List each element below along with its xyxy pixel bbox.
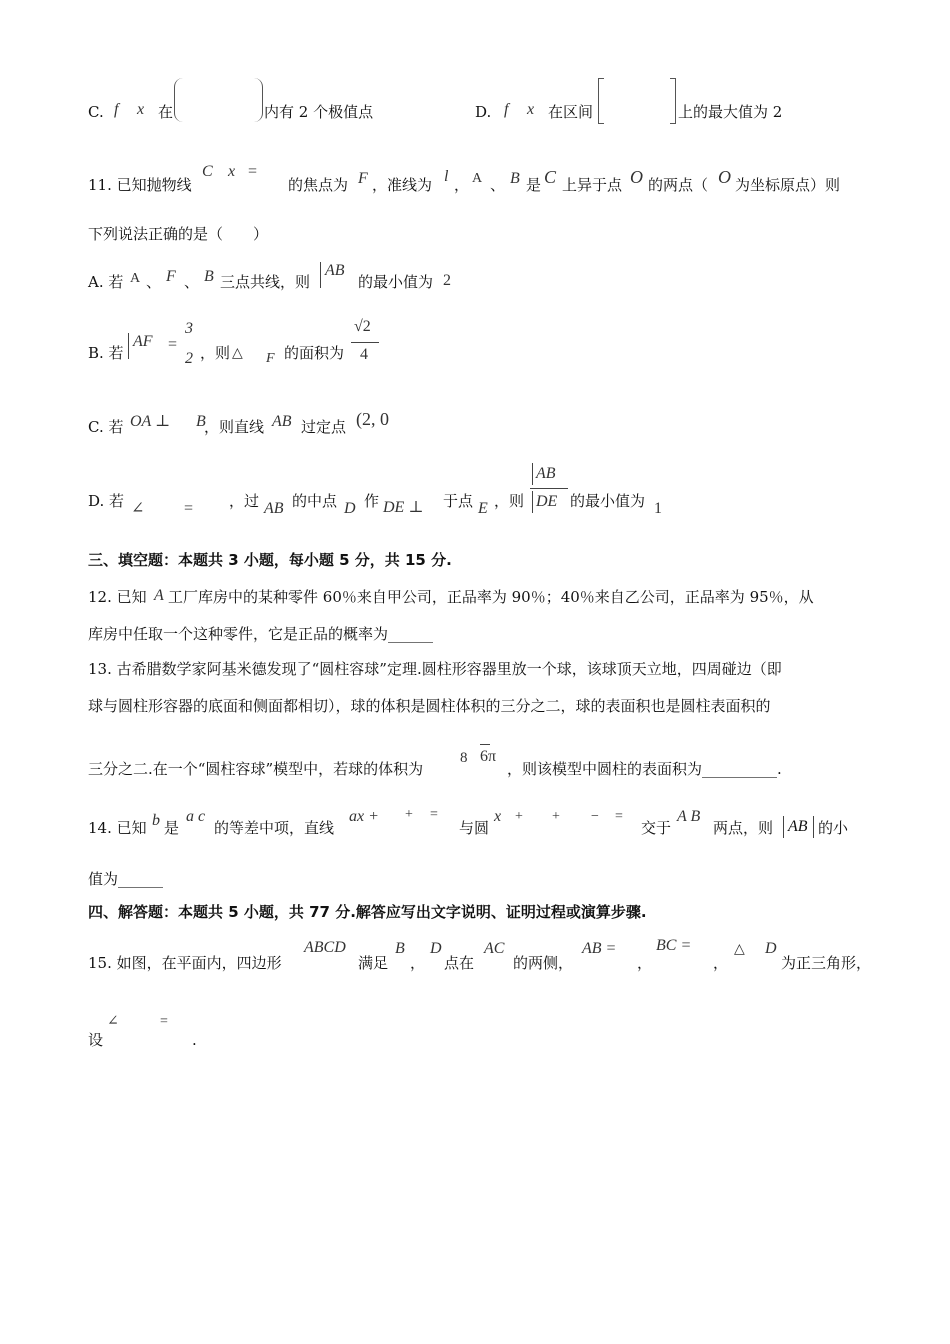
q11-a-B: B [204, 268, 214, 285]
q15-t7: ， [713, 954, 729, 972]
q14-circ5: = [615, 809, 623, 824]
q14-AB: A B [677, 808, 701, 825]
q14-absAB: AB [788, 818, 808, 835]
q11-stem-O2: O [718, 167, 731, 187]
q11-a-val: 2 [443, 272, 451, 289]
q11-stem-F: F [358, 170, 368, 187]
q11-a-AB: AB [325, 262, 345, 279]
q11-c-pt: (2, 0 [356, 409, 389, 429]
q14-t1: 14. 已知 [88, 819, 147, 837]
q15-AC: AC [484, 940, 505, 957]
q10-d-text1: 在区间 [548, 103, 594, 121]
q15-t2: 满足 [358, 954, 389, 972]
q11-c-t1: C. 若 [88, 418, 124, 436]
q14-t5: 交于 [641, 819, 672, 837]
q15-BCeq: BC = [656, 937, 692, 954]
q11-d-val: 1 [654, 500, 662, 517]
q14-line-eq1: ax + [349, 808, 379, 825]
q11-a-t3: 、 [184, 273, 200, 291]
q12-line1-A: A [154, 587, 164, 604]
q11-stem-B: B [510, 170, 520, 187]
q11-b-t2: ，则 [200, 344, 231, 362]
q14-circ3: + [552, 809, 560, 824]
q14-abs-right [813, 816, 814, 838]
q11-d-t6: ，则 [494, 492, 525, 510]
q15-line2-t1: 设 [88, 1031, 104, 1049]
q11-stem-eq: = [248, 163, 258, 180]
q14-circ4: − [591, 809, 599, 824]
q11-stem-A: A [472, 171, 483, 186]
q10-c-paren-right [254, 78, 263, 122]
q13-line3-val: 8 [460, 750, 468, 766]
q11-b-den: 2 [185, 350, 193, 367]
q10-d-text2: 上的最大值为 2 [678, 103, 783, 121]
q11-b-F: F [266, 351, 275, 366]
q15-line2-end: . [192, 1031, 197, 1049]
q11-d-den-abs [532, 491, 533, 513]
q11-b-eq: = [168, 336, 178, 353]
q14-t2: 是 [164, 819, 180, 837]
q11-d-DE: DE ⊥ [383, 499, 424, 516]
q11-d-num-abs [532, 463, 533, 485]
q11-stem-x: x [228, 163, 236, 180]
q10-c-label: C. [88, 103, 104, 121]
q11-c-t3: 过定点 [301, 418, 347, 436]
q15-t5: 的两侧， [513, 954, 574, 972]
q11-a-A: A [130, 271, 141, 286]
q11-stem-line2: 下列说法正确的是（ ） [88, 225, 269, 243]
q11-b-t1: B. 若 [88, 344, 124, 362]
q11-b-tri: △ [232, 346, 243, 361]
q11-d-t7: 的最小值为 [570, 492, 646, 510]
q14-line-eq2: + [405, 807, 413, 822]
q14-abs-left [783, 816, 784, 838]
q11-stem-t7: 的两点（ [648, 176, 709, 194]
q11-b-AF: AF [133, 333, 153, 350]
q10-c-text1: 在 [158, 103, 174, 121]
q12-line1-t2: 工厂库房中的某种零件 60％来自甲公司，正品率为 90％；40％来自乙公司，正品率为 95％，从 [168, 588, 814, 606]
q10-d-x: x [527, 101, 535, 118]
q11-stem-num: 11. 已知抛物线 [88, 176, 192, 194]
q15-line2-eq: = [160, 1014, 168, 1029]
q11-stem-C: C [202, 163, 213, 180]
q10-c-f: f [114, 101, 119, 118]
q11-d-angle: ∠ [131, 500, 145, 517]
q11-d-D: D [344, 500, 356, 517]
q11-d-eq: = [184, 500, 194, 517]
q10-d-bracket-right [670, 78, 676, 124]
q10-c-text2: 内有 2 个极值点 [264, 103, 374, 121]
q11-c-AB: AB [272, 413, 292, 430]
q11-stem-O: O [630, 167, 643, 187]
q14-b: b [152, 812, 160, 829]
q11-b-num: 3 [185, 320, 193, 337]
q11-d-AB: AB [264, 500, 284, 517]
q14-t3: 的等差中项，直线 [214, 819, 335, 837]
q15-D2: D [765, 940, 777, 957]
q12-line1-t1: 12. 已知 [88, 588, 147, 606]
q14-line-eq3: = [430, 807, 438, 822]
q11-a-t2: 、 [146, 273, 162, 291]
q11-stem-t3: ， [454, 176, 470, 194]
q13-line1: 13. 古希腊数学家阿基米德发现了“圆柱容球”定理.圆柱形容器里放一个球，该球顶天立地，四周碰边（即 [88, 660, 782, 678]
q15-D: D [430, 940, 442, 957]
q14-circ2: + [515, 809, 523, 824]
q13-line3-t1: 三分之二.在一个“圆柱容球”模型中，若球的体积为 [88, 760, 424, 778]
q15-ABCD: ABCD [304, 939, 346, 956]
q11-d-t4: 作 [364, 492, 380, 510]
q11-d-den: DE [536, 493, 558, 510]
q11-a-abs-left [320, 262, 321, 288]
q11-d-t1: D. 若 [88, 492, 125, 510]
q13-line3-t2: ，则该模型中圆柱的表面积为__________. [507, 760, 782, 778]
q11-b-abs-left [128, 333, 129, 359]
q10-c-paren-left [174, 78, 183, 122]
q11-stem-l: l [444, 168, 449, 185]
q11-stem-t2: ，准线为 [372, 176, 433, 194]
q11-stem-t8: 为坐标原点）则 [735, 176, 841, 194]
q11-b-frac-den: 4 [360, 346, 368, 363]
q11-b-frac-num: √2 [354, 318, 371, 335]
q11-a-t5: 的最小值为 [358, 273, 434, 291]
q11-d-t3: 的中点 [292, 492, 338, 510]
q10-c-x: x [137, 101, 145, 118]
q11-a-t1: A. 若 [88, 273, 124, 291]
q13-sqrt-bar [480, 744, 490, 745]
section4-heading: 四、解答题：本题共 5 小题，共 77 分.解答应写出文字说明、证明过程或演算步骤. [88, 903, 647, 921]
q10-d-label: D. [475, 103, 492, 121]
q15-t3: ， [410, 954, 426, 972]
q11-a-F: F [166, 268, 176, 285]
q11-b-frac-line [351, 342, 379, 343]
q14-t6: 两点，则 [713, 819, 774, 837]
q15-t1: 15. 如图，在平面内，四边形 [88, 954, 282, 972]
q11-d-E: E [478, 500, 488, 517]
q14-circ1: x [494, 808, 502, 825]
q11-c-t2: ，则直线 [204, 418, 265, 436]
q14-ac: a c [186, 808, 206, 825]
q15-t6: ， [637, 954, 653, 972]
q11-d-num: AB [536, 465, 556, 482]
q11-c-OA: OA ⊥ [130, 413, 171, 430]
q13-line2: 球与圆柱形容器的底面和侧面都相切），球的体积是圆柱体积的三分之二，球的表面积也是圆柱表面积的 [88, 697, 771, 715]
q14-t4: 与圆 [459, 819, 490, 837]
q11-b-t3: 的面积为 [284, 344, 345, 362]
q15-t4: 点在 [444, 954, 475, 972]
q11-d-t5: 于点 [443, 492, 474, 510]
q11-stem-t5: 是 [526, 176, 542, 194]
q12-line2: 库房中任取一个这种零件，它是正品的概率为______ [88, 625, 434, 643]
q11-stem-t6: 上异于点 [562, 176, 623, 194]
q14-line2: 值为______ [88, 870, 164, 888]
q15-tri: △ [734, 942, 745, 957]
q11-d-t2: ，过 [229, 492, 260, 510]
q11-stem-t4: 、 [490, 176, 506, 194]
q11-stem-C2: C [544, 167, 557, 187]
q15-B: B [395, 940, 405, 957]
q10-d-f: f [504, 101, 509, 118]
q11-stem-t1: 的焦点为 [288, 176, 349, 194]
q13-line3-sqrt: 6π [480, 748, 497, 765]
section3-heading: 三、填空题：本题共 3 小题，每小题 5 分，共 15 分. [88, 551, 452, 569]
q11-c-B: B [196, 413, 206, 430]
q15-line2-angle: ∠ [107, 1014, 119, 1029]
q10-d-bracket-left [598, 78, 604, 124]
q11-a-t4: 三点共线，则 [220, 273, 311, 291]
q15-ABeq: AB = [582, 940, 617, 957]
q15-t8: 为正三角形， [781, 954, 872, 972]
q11-d-frac-line [530, 488, 568, 489]
q14-t7: 的小 [818, 819, 849, 837]
